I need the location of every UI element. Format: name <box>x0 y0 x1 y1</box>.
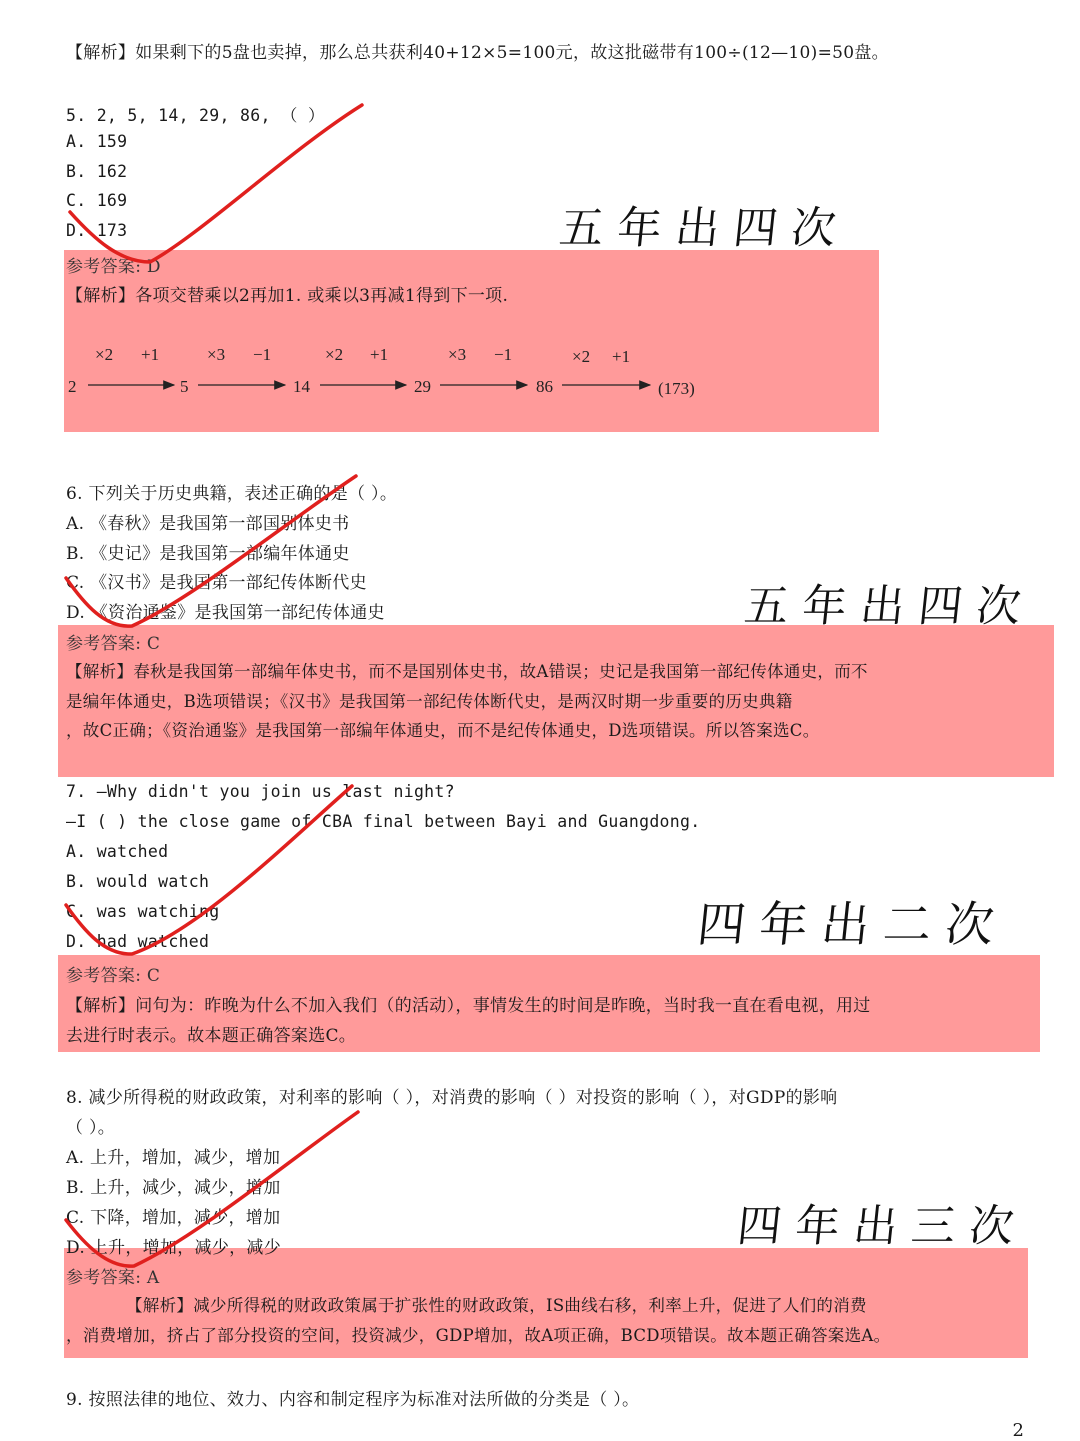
q7-handwritten-note: 四年出二次 <box>694 897 1011 953</box>
seq-term-0: 2 <box>68 377 77 396</box>
q5-handwritten-note: 五年出四次 <box>556 203 853 254</box>
q5-option-c: C. 169 <box>66 191 128 210</box>
q8-answer: 参考答案: A <box>66 1268 160 1288</box>
seq-op-3b: −1 <box>494 345 513 364</box>
seq-term-3: 29 <box>414 377 431 396</box>
q5-answer: 参考答案: D <box>66 257 161 277</box>
seq-term-5: (173) <box>658 379 695 398</box>
q7-option-c: C. was watching <box>66 902 220 921</box>
seq-op-1a: ×3 <box>207 345 226 364</box>
q7-option-b: B. would watch <box>66 872 210 891</box>
q6-stem: 6. 下列关于历史典籍，表述正确的是（ ）。 <box>66 484 398 504</box>
seq-term-2: 14 <box>293 377 310 396</box>
q8-option-c: C. 下降，增加，减少，增加 <box>66 1208 281 1228</box>
seq-op-4a: ×2 <box>572 347 591 366</box>
q6-analysis-line-3: ，故C正确；《资治通鉴》是我国第一部编年体通史，而不是纪传体通史，D选项错误。所以答案选C。 <box>66 721 820 740</box>
q6-answer: 参考答案: C <box>66 634 161 654</box>
q6-analysis-line-1: 【解析】春秋是我国第一部编年体史书，而不是国别体史书，故A错误；史记是我国第一部纪传体通史，而不 <box>66 662 868 681</box>
seq-op-0b: +1 <box>141 345 160 364</box>
q6-option-d: D. 《资治通鉴》是我国第一部纪传体通史 <box>66 603 385 623</box>
seq-op-1b: −1 <box>253 345 272 364</box>
q5-option-d: D. 173 <box>66 221 128 240</box>
q8-option-a: A. 上升，增加，减少，增加 <box>66 1148 281 1168</box>
seq-term-4: 86 <box>536 377 553 396</box>
q7-analysis-line-1: 【解析】问句为：昨晚为什么不加入我们（的活动），事情发生的时间是昨晚，当时我一直在看电视，用过 <box>66 996 871 1016</box>
seq-op-4b: +1 <box>612 347 631 366</box>
q7-option-a: A. watched <box>66 842 169 861</box>
page-number: 2 <box>1012 1420 1024 1441</box>
seq-term-1: 5 <box>180 377 189 396</box>
q8-analysis-line-1: 【解析】减少所得税的财政政策属于扩张性的财政政策，IS曲线右移，利率上升，促进了人们的消费 <box>126 1296 867 1315</box>
q5-check-mark-icon <box>70 105 362 262</box>
q5-option-a: A. 159 <box>66 132 128 151</box>
q8-analysis-line-2: ，消费增加，挤占了部分投资的空间，投资减少，GDP增加，故A项正确，BCD项错误。故本题正确答案选A。 <box>66 1326 891 1345</box>
q7-option-d: D. had watched <box>66 932 210 951</box>
q7-stem-2: —I ( ) the close game of CBA final between Bayi and Guangdong. <box>66 812 701 831</box>
q6-option-c: C. 《汉书》是我国第一部纪传体断代史 <box>66 573 367 593</box>
q8-stem: 8. 减少所得税的财政政策，对利率的影响（ ），对消费的影响（ ）对投资的影响（ ），对GDP的影响 <box>66 1088 838 1108</box>
intro-analysis: 【解析】如果剩下的5盘也卖掉，那么总共获利40+12×5=100元，故这批磁带有100÷(12—10)=50盘。 <box>66 43 889 63</box>
q6-handwritten-note: 五年出四次 <box>741 581 1038 632</box>
q6-option-b: B. 《史记》是我国第一部编年体通史 <box>66 544 350 564</box>
q6-option-a: A. 《春秋》是我国第一部国别体史书 <box>66 514 350 534</box>
q8-handwritten-note: 四年出三次 <box>734 1201 1031 1252</box>
q8-option-d: D. 上升，增加，减少，减少 <box>66 1238 282 1258</box>
seq-op-0a: ×2 <box>95 345 114 364</box>
q7-answer: 参考答案: C <box>66 966 161 986</box>
q5-analysis: 【解析】各项交替乘以2再加1. 或乘以3再减1得到下一项. <box>66 286 509 306</box>
seq-op-3a: ×3 <box>448 345 467 364</box>
q5-stem: 5. 2, 5, 14, 29, 86, （ ） <box>66 106 325 125</box>
q8-check-mark-icon <box>66 1112 358 1266</box>
q7-stem: 7. —Why didn't you join us last night? <box>66 782 455 801</box>
q9-stem: 9. 按照法律的地位、效力、内容和制定程序为标准对法所做的分类是（ ）。 <box>66 1390 640 1410</box>
q7-analysis-line-2: 去进行时表示。故本题正确答案选C。 <box>66 1026 357 1046</box>
q6-analysis-line-2: 是编年体通史，B选项错误；《汉书》是我国第一部纪传体断代史，是两汉时期一步重要的历史典籍 <box>66 692 793 711</box>
q5-option-b: B. 162 <box>66 162 128 181</box>
q7-check-mark-icon <box>66 786 352 954</box>
q8-option-b: B. 上升，减少，减少，增加 <box>66 1178 281 1198</box>
q8-stem-2: （ ）。 <box>66 1118 116 1138</box>
seq-op-2b: +1 <box>370 345 389 364</box>
q6-check-mark-icon <box>66 476 356 626</box>
seq-op-2a: ×2 <box>325 345 344 364</box>
